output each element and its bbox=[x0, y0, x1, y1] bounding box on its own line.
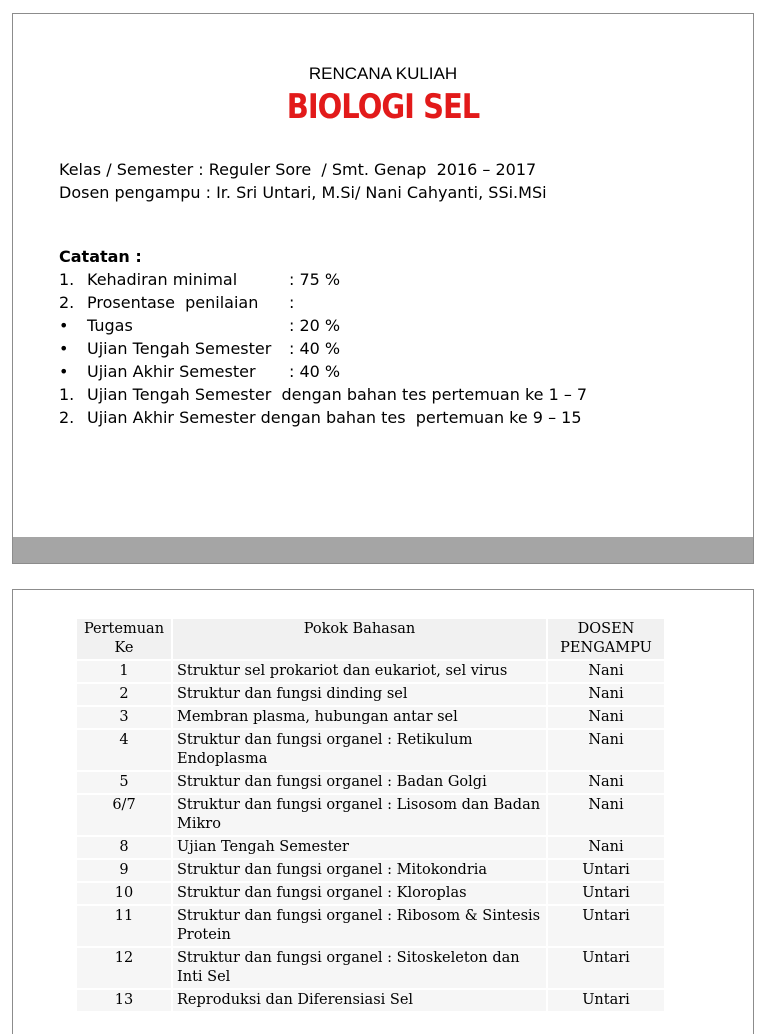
slide-footer-bar bbox=[13, 537, 753, 563]
note-value: : 75 % bbox=[289, 270, 341, 289]
table-row bbox=[77, 990, 664, 1011]
cell-lecturer: Untari bbox=[548, 906, 664, 946]
cell-meeting: 4 bbox=[77, 730, 171, 770]
schedule-table bbox=[75, 617, 666, 1013]
note-label: Ujian Akhir Semester bbox=[87, 362, 256, 381]
bullet-marker: • bbox=[59, 362, 69, 381]
class-semester-line: Kelas / Semester : Reguler Sore / Smt. Genap 2016 – 2017 bbox=[59, 160, 537, 179]
note-value: : bbox=[289, 293, 295, 312]
cell-lecturer: Untari bbox=[548, 860, 664, 881]
cell-meeting: 3 bbox=[77, 707, 171, 728]
note-label: Ujian Tengah Semester bbox=[87, 339, 272, 358]
slide-schedule bbox=[12, 589, 754, 1034]
cell-topic: Struktur dan fungsi organel : Retikulum Endoplasma bbox=[173, 730, 546, 770]
bullet-marker: • bbox=[59, 316, 69, 335]
cell-topic: Struktur sel prokariot dan eukariot, sel virus bbox=[173, 661, 546, 682]
cell-lecturer: Nani bbox=[548, 661, 664, 682]
cell-topic: Struktur dan fungsi organel : Ribosom & Sintesis Protein bbox=[173, 906, 546, 946]
cell-topic: Struktur dan fungsi organel : Mitokondria bbox=[173, 860, 546, 881]
bullet-marker: • bbox=[59, 339, 69, 358]
header-topic: Pokok Bahasan bbox=[173, 619, 546, 659]
cell-meeting: 6/7 bbox=[77, 795, 171, 835]
cell-meeting: 11 bbox=[77, 906, 171, 946]
cell-lecturer: Nani bbox=[548, 837, 664, 858]
table-row bbox=[77, 707, 664, 728]
course-title: BIOLOGI SEL bbox=[286, 86, 480, 127]
slide-course-plan bbox=[12, 13, 754, 564]
table-header-row bbox=[77, 619, 664, 659]
lecturer-line: Dosen pengampu : Ir. Sri Untari, M.Si/ Nani Cahyanti, SSi.MSi bbox=[59, 183, 547, 202]
cell-meeting: 9 bbox=[77, 860, 171, 881]
notes-list bbox=[59, 268, 587, 429]
note-value: : 40 % bbox=[289, 362, 341, 381]
cell-meeting: 10 bbox=[77, 883, 171, 904]
note-text: Ujian Tengah Semester dengan bahan tes pertemuan ke 1 – 7 bbox=[87, 385, 588, 404]
cell-lecturer: Nani bbox=[548, 707, 664, 728]
note-item bbox=[59, 268, 587, 291]
note-label: Prosentase penilaian bbox=[87, 293, 259, 312]
note-item bbox=[59, 337, 587, 360]
note-marker: 2. bbox=[59, 293, 75, 312]
cell-lecturer: Nani bbox=[548, 684, 664, 705]
note-item bbox=[59, 291, 587, 314]
table-row bbox=[77, 772, 664, 793]
cell-lecturer: Untari bbox=[548, 948, 664, 988]
note-value: : 40 % bbox=[289, 339, 341, 358]
notes-title: Catatan : bbox=[59, 247, 142, 266]
note-value: : 20 % bbox=[289, 316, 341, 335]
cell-topic: Struktur dan fungsi organel : Kloroplas bbox=[173, 883, 546, 904]
note-item bbox=[59, 383, 587, 406]
note-item bbox=[59, 360, 587, 383]
table-row bbox=[77, 860, 664, 881]
note-item bbox=[59, 314, 587, 337]
cell-lecturer: Untari bbox=[548, 990, 664, 1011]
cell-topic: Struktur dan fungsi organel : Badan Golgi bbox=[173, 772, 546, 793]
note-item bbox=[59, 406, 587, 429]
table-row bbox=[77, 795, 664, 835]
note-marker: 2. bbox=[59, 408, 75, 427]
table-row bbox=[77, 906, 664, 946]
cell-lecturer: Nani bbox=[548, 730, 664, 770]
table-row bbox=[77, 883, 664, 904]
plan-subtitle: RENCANA KULIAH bbox=[308, 64, 458, 83]
table-row bbox=[77, 684, 664, 705]
cell-meeting: 12 bbox=[77, 948, 171, 988]
table-row bbox=[77, 837, 664, 858]
note-marker: 1. bbox=[59, 385, 75, 404]
cell-topic: Reproduksi dan Diferensiasi Sel bbox=[173, 990, 546, 1011]
note-marker: 1. bbox=[59, 270, 75, 289]
cell-topic: Struktur dan fungsi organel : Lisosom dan Badan Mikro bbox=[173, 795, 546, 835]
note-text: Ujian Akhir Semester dengan bahan tes pertemuan ke 9 – 15 bbox=[87, 408, 582, 427]
cell-lecturer: Untari bbox=[548, 883, 664, 904]
cell-meeting: 13 bbox=[77, 990, 171, 1011]
table-row bbox=[77, 661, 664, 682]
cell-meeting: 8 bbox=[77, 837, 171, 858]
header-meeting: Pertemuan Ke bbox=[77, 619, 171, 659]
cell-lecturer: Nani bbox=[548, 772, 664, 793]
cell-topic: Struktur dan fungsi dinding sel bbox=[173, 684, 546, 705]
cell-topic: Ujian Tengah Semester bbox=[173, 837, 546, 858]
note-label: Kehadiran minimal bbox=[87, 270, 238, 289]
table-row bbox=[77, 948, 664, 988]
cell-topic: Membran plasma, hubungan antar sel bbox=[173, 707, 546, 728]
cell-meeting: 5 bbox=[77, 772, 171, 793]
cell-topic: Struktur dan fungsi organel : Sitoskeleton dan Inti Sel bbox=[173, 948, 546, 988]
cell-meeting: 2 bbox=[77, 684, 171, 705]
note-label: Tugas bbox=[87, 316, 133, 335]
header-lecturer: DOSEN PENGAMPU bbox=[548, 619, 664, 659]
cell-meeting: 1 bbox=[77, 661, 171, 682]
cell-lecturer: Nani bbox=[548, 795, 664, 835]
table-row bbox=[77, 730, 664, 770]
